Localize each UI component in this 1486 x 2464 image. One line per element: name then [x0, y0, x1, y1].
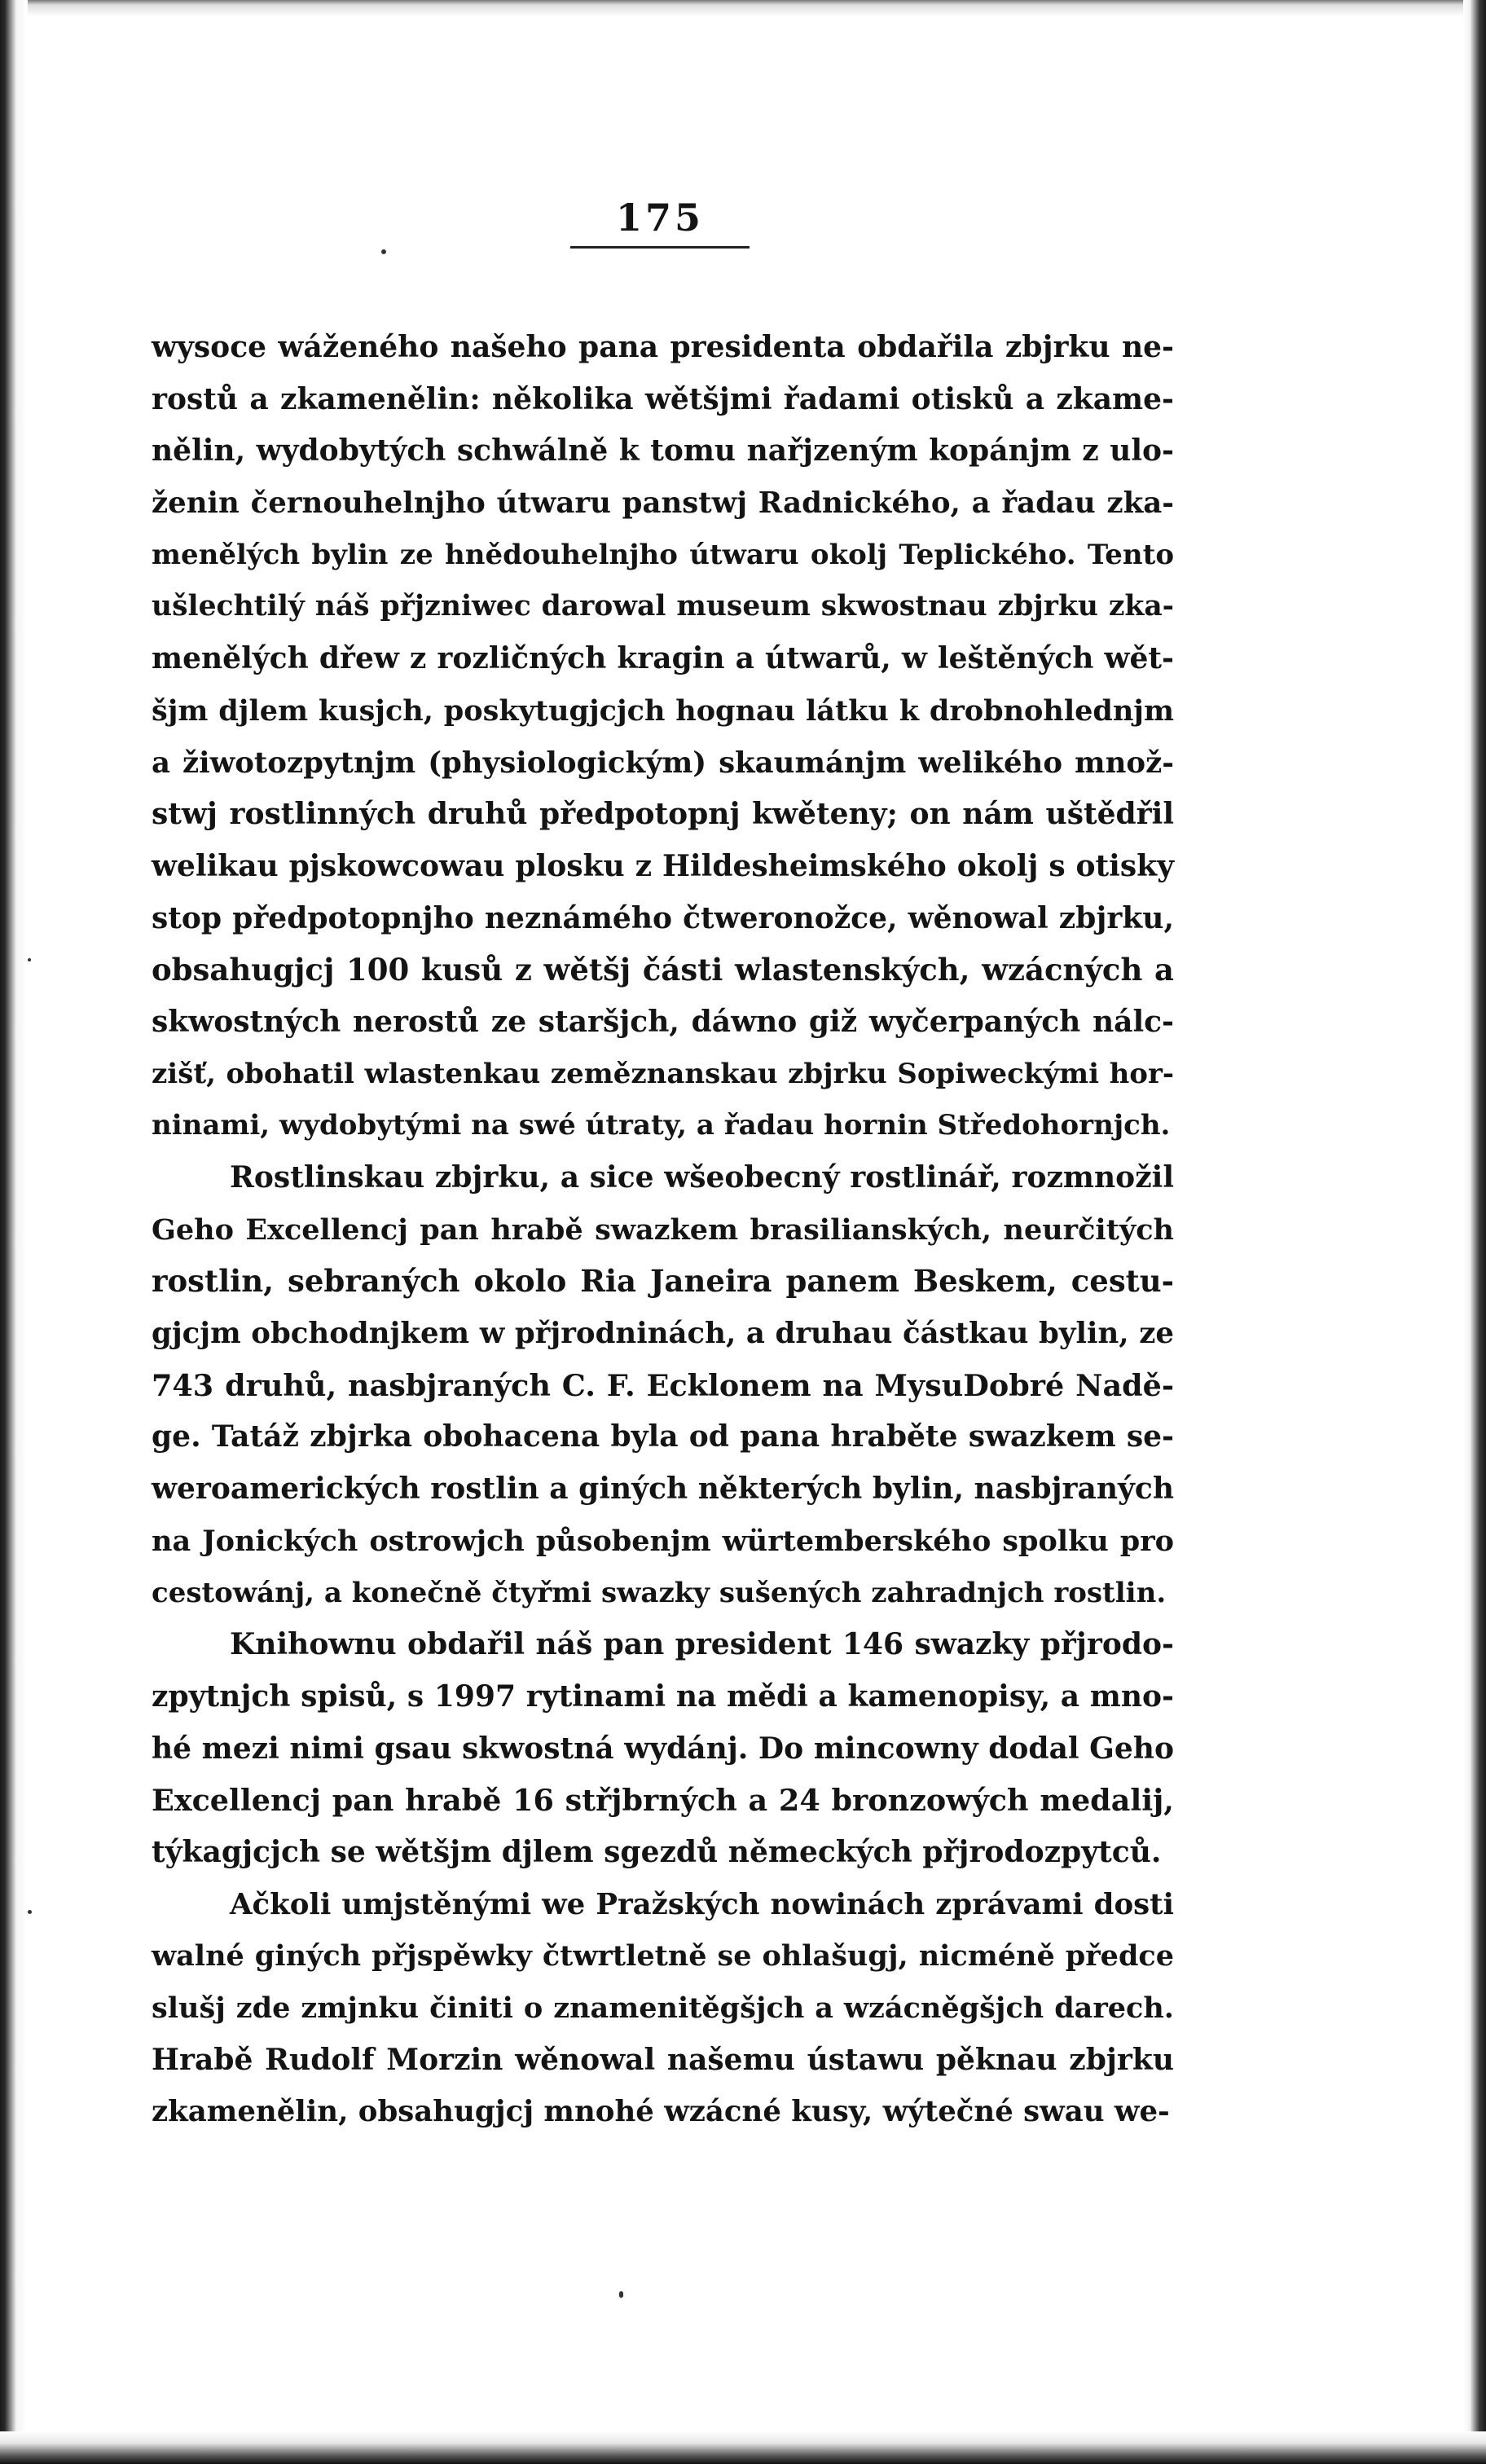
text-line: na Jonických ostrowjch působenjm würtemberského spolku pro [152, 1524, 1174, 1558]
body-text [152, 322, 1174, 2138]
page-header [570, 196, 750, 249]
text-line: hé mezi nimi gsau skwostná wydánj. Do mincowny dodal Geho [152, 1731, 1174, 1766]
text-line: nělin, wydobytých schwálně k tomu nařjzeným kopánjm z ulo- [152, 433, 1174, 469]
text-line: týkagjcjch se wětšjm djlem sgezdů německých přjrodozpytců. [152, 1834, 1162, 1869]
header-rule [570, 246, 750, 249]
text-line: ušlechtilý náš přjzniwec darowal museum skwostnau zbjrku zka- [152, 590, 1174, 623]
scan-speck [28, 1910, 32, 1914]
text-line: stwj rostlinných druhů předpotopnj kwěteny; on nám uštědřil [152, 797, 1174, 832]
text-line: menělých bylin ze hnědouhelnjho útwaru okolj Teplického. Tento [152, 538, 1174, 571]
text-line: ženin černouhelnjho útwaru panstwj Radnického, a řadau zka- [152, 486, 1174, 521]
text-line: 743 druhů, nasbjraných C. F. Ecklonem na MysuDobré Nadě- [152, 1367, 1174, 1403]
text-line: šjm djlem kusjch, poskytugjcjch hognau látku k drobnohlednjm [152, 693, 1174, 728]
text-line: ninami, wydobytými na swé útraty, a řadau hornin Středohornjch. [152, 1109, 1171, 1142]
text-line: Hrabě Rudolf Morzin wěnowal našemu ústawu pěknau zbjrku [152, 2042, 1174, 2077]
text-line: cestowánj, a konečně čtyřmi swazky sušených zahradnjch rostlin. [152, 1576, 1167, 1609]
text-line: Ačkoli umjstěnými we Pražských nowinách zprávami dosti [230, 1887, 1174, 1921]
text-line: welikau pjskowcowau plosku z Hildesheimského okolj s otisky [152, 848, 1174, 883]
text-line: zkamenělin, obsahugjcj mnohé wzácné kusy, wýtečné swau we- [152, 2095, 1170, 2129]
text-line: rostů a zkamenělin: několika wětšjmi řadami otisků a zkame- [152, 381, 1174, 416]
scan-edge-right [1463, 0, 1486, 2464]
text-line: menělých dřew z rozličných kragin a útwarů, w leštěných wět- [152, 641, 1174, 676]
text-line: walné giných přjspěwky čtwrtletně se ohlašugj, nicméně předce [152, 1939, 1174, 1973]
scan-edge-bottom [0, 2431, 1486, 2464]
text-line: zišť, obohatil wlastenkau zeměznanskau zbjrku Sopiweckými hor- [152, 1057, 1174, 1090]
page-number: 175 [615, 196, 705, 240]
scan-edge-left [0, 0, 28, 2464]
text-line: weroamerických rostlin a giných některých bylin, nasbjraných [152, 1472, 1174, 1507]
text-line: zpytnjch spisů, s 1997 rytinami na mědi a kamenopisy, a mno- [152, 1679, 1174, 1714]
scan-edge-top [0, 0, 1486, 16]
text-line: slušj zde zmjnku činiti o znamenitěgšjch a wzácněgšjch darech. [152, 1991, 1174, 2025]
text-line: a žiwotozpytnjm (physiologickým) skaumánjm welikého množ- [152, 746, 1174, 780]
text-line: Rostlinskau zbjrku, a sice wšeobecný rostlinář, rozmnožil [230, 1160, 1174, 1195]
text-line: skwostných nerostů ze staršjch, dáwno giž wyčerpaných nálc- [152, 1004, 1174, 1039]
text-line: Geho Excellencj pan hrabě swazkem brasilianských, neurčitých [152, 1212, 1174, 1247]
text-line: wysoce wáženého našeho pana presidenta obdařila zbjrku ne- [152, 330, 1174, 364]
text-line: stop předpotopnjho neznámého čtweronožce, wěnowal zbjrku, [152, 900, 1174, 935]
text-line: obsahugjcj 100 kusů z wětšj části wlastenských, wzácných a [152, 952, 1174, 988]
text-line: rostlin, sebraných okolo Ria Janeira panem Beskem, cestu- [152, 1263, 1174, 1300]
text-line: Excellencj pan hrabě 16 střjbrných a 24 bronzowých medalij, [152, 1783, 1174, 1819]
text-line: ge. Tatáž zbjrka obohacena byla od pana hraběte swazkem se- [152, 1419, 1174, 1454]
text-line: Knihownu obdařil náš pan president 146 swazky přjrodo- [230, 1627, 1174, 1662]
scan-speck [619, 2291, 623, 2298]
scan-speck [381, 249, 386, 254]
scan-speck [28, 958, 31, 961]
text-line: gjcjm obchodnjkem w přjrodninách, a druhau částkau bylin, ze [152, 1317, 1174, 1351]
